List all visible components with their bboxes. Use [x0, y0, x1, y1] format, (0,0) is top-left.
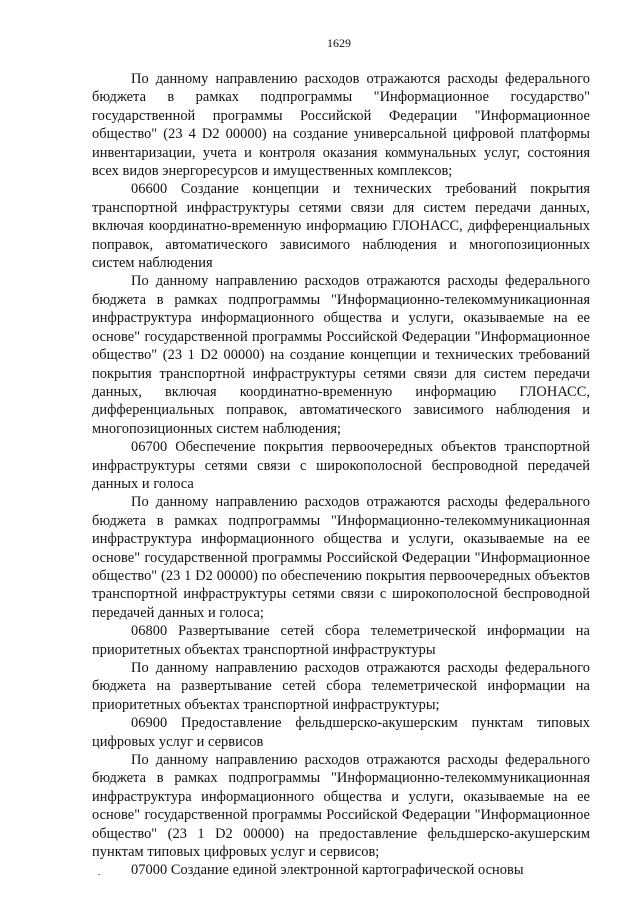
- paragraph: По данному направлению расходов отражаются расходы федерального бюджета на развертывание сетей сбора телеметрической информации на приоритетных объектах транспортной инфраструктуры;: [92, 660, 590, 713]
- paragraph: По данному направлению расходов отражаются расходы федерального бюджета в рамках подпрограммы "Информационное государство" государственной программы Российской Федерации "Информационное общество" (23 4 D2 00000) на создание универсальной цифровой платформы инвентаризации, учета и контроля оказания коммунальных услуг, состояния всех видов энергоресурсов и имущественных комплексов;: [92, 71, 590, 180]
- paragraph: По данному направлению расходов отражаются расходы федерального бюджета в рамках подпрограммы "Информационно-телекоммуникационная инфраструктура информационного общества и услуги, оказываемые на ее основе" государственной программы Российской Федерации "Информационное общество" (23 1 D2 00000) на создание концепции и технических требований покрытия транспортной инфраструктуры сетями связи для систем передачи данных, включая координатно-временную информацию ГЛОНАСС, дифференциальных поправок, автоматического зависимого наблюдения и многопозиционных систем наблюдения;: [92, 273, 590, 437]
- section-heading: 06700 Обеспечение покрытия первоочередных объектов транспортной инфраструктуры сетями связи с широкополосной беспроводной передачей данных и голоса: [92, 439, 590, 492]
- scan-speck: [98, 874, 100, 875]
- section-heading: 06600 Создание концепции и технических требований покрытия транспортной инфраструктуры сетями связи для систем передачи данных, включая координатно-временную информацию ГЛОНАСС, дифференциальных поправок, автоматического зависимого наблюдения и многопозиционных систем наблюдения: [92, 181, 590, 272]
- document-body: [92, 70, 590, 880]
- paragraph: По данному направлению расходов отражаются расходы федерального бюджета в рамках подпрограммы "Информационно-телекоммуникационная инфраструктура информационного общества и услуги, оказываемые на ее основе" государственной программы Российской Федерации "Информационное общество" (23 1 D2 00000) на предоставление фельдшерско-акушерским пунктам типовых цифровых услуг и сервисов;: [92, 752, 590, 861]
- section-heading: 06900 Предоставление фельдшерско-акушерским пунктам типовых цифровых услуг и сервисов: [92, 715, 590, 750]
- section-heading: 07000 Создание единой электронной картографической основы: [131, 862, 524, 879]
- paragraph: По данному направлению расходов отражаются расходы федерального бюджета в рамках подпрограммы "Информационно-телекоммуникационная инфраструктура информационного общества и услуги, оказываемые на ее основе" государственной программы Российской Федерации "Информационное общество" (23 1 D2 00000) по обеспечению покрытия первоочередных объектов транспортной инфраструктуры сетями связи с широкополосной беспроводной передачей данных и голоса;: [92, 494, 590, 621]
- page-number: 1629: [327, 36, 351, 50]
- section-heading: 06800 Развертывание сетей сбора телеметрической информации на приоритетных объектах транспортной инфраструктуры: [92, 623, 590, 658]
